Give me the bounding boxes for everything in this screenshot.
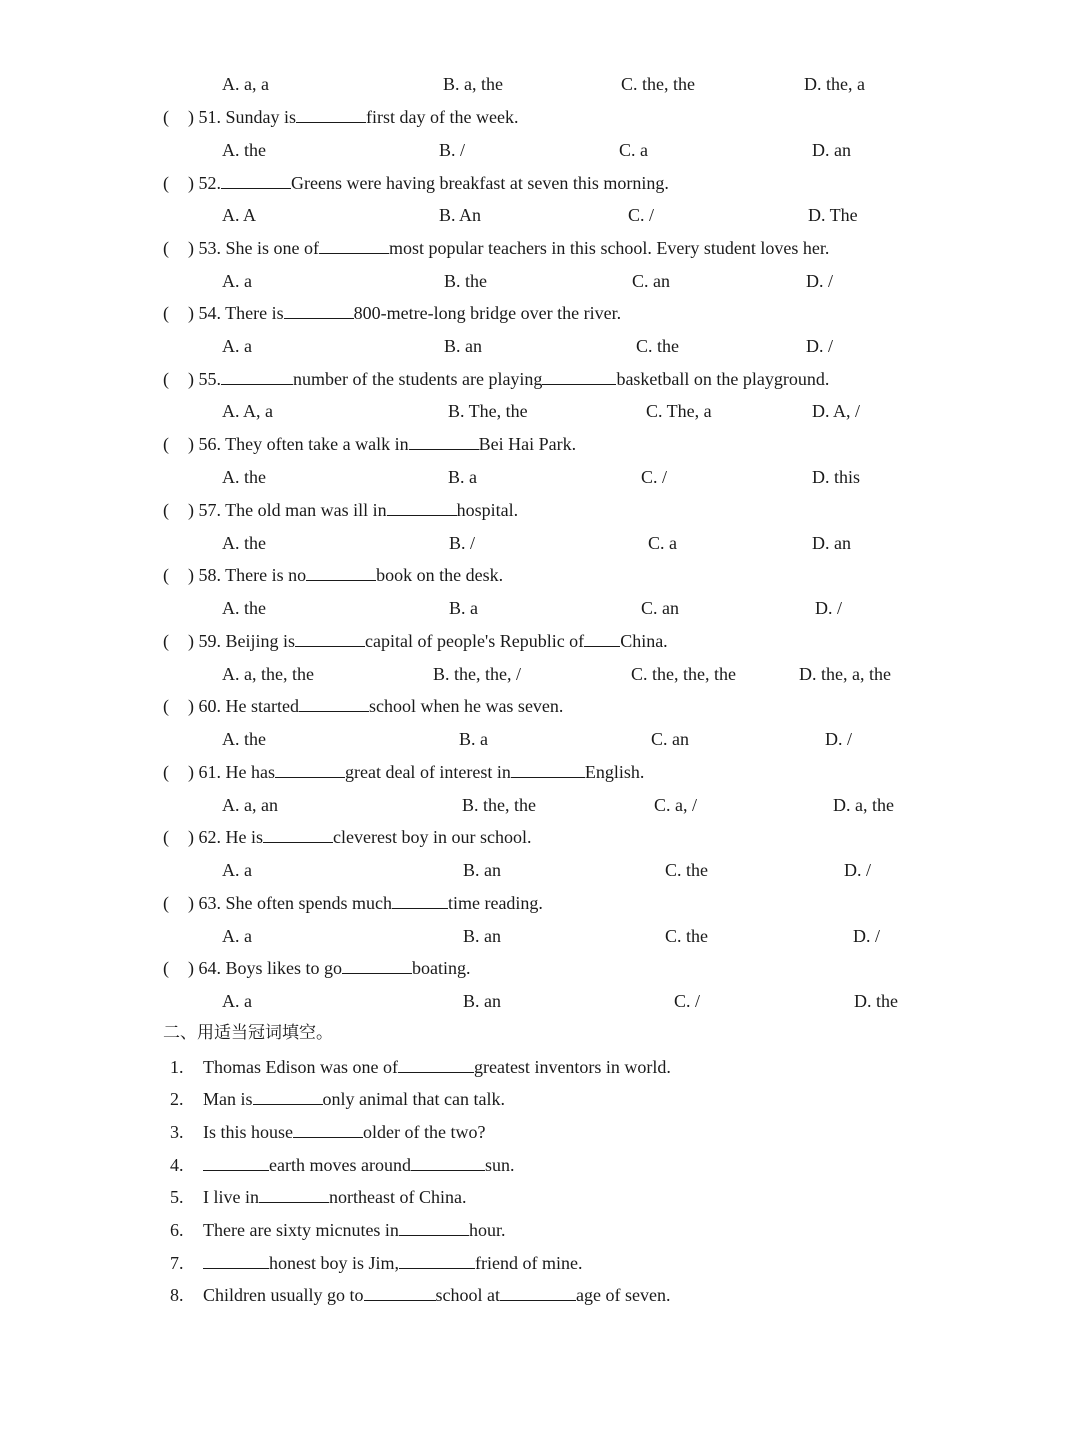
option-c: C. / — [628, 205, 655, 225]
question-text: ) 53. She is one of most popular teachers in this school. Every student loves her. — [188, 235, 829, 261]
answer-blank — [203, 1152, 269, 1171]
answer-blank — [398, 1054, 474, 1073]
option-d: D. the, a — [804, 74, 865, 94]
question-text: ) 64. Boys likes to go boating. — [188, 955, 471, 981]
option-b: B. The, the — [448, 401, 528, 421]
option-c: C. the — [636, 336, 679, 356]
option-a: A. a — [222, 991, 252, 1011]
answer-paren: ( — [163, 893, 169, 913]
option-d: D. The — [808, 205, 858, 225]
answer-blank — [392, 890, 448, 909]
option-a: A. a — [222, 271, 252, 291]
option-d: D. this — [812, 467, 861, 487]
option-a: A. the — [222, 729, 266, 749]
answer-blank — [221, 170, 291, 189]
answer-paren: ( — [163, 631, 169, 651]
answer-paren: ( — [163, 434, 169, 454]
answer-blank — [306, 562, 376, 581]
item-number: 8. — [170, 1285, 184, 1305]
option-d: D. an — [812, 140, 851, 160]
option-c: C. the — [665, 860, 708, 880]
option-d: D. / — [853, 926, 880, 946]
answer-blank — [295, 628, 365, 647]
option-d: D. the — [854, 991, 898, 1011]
option-a: A. the — [222, 598, 266, 618]
option-b: B. a — [448, 467, 477, 487]
option-b: B. the, the — [462, 795, 536, 815]
option-a: A. a, an — [222, 795, 278, 815]
option-b: B. the, the, / — [433, 664, 521, 684]
item-number: 1. — [170, 1057, 184, 1077]
question-text: ) 54. There is 800-metre-long bridge over the river. — [188, 300, 621, 326]
option-c: C. a — [648, 533, 677, 553]
option-a: A. a — [222, 926, 252, 946]
option-a: A. A, a — [222, 401, 273, 421]
item-text: earth moves around sun. — [203, 1152, 514, 1178]
option-b: B. An — [439, 205, 482, 225]
option-d: D. / — [815, 598, 842, 618]
option-b: B. an — [463, 926, 501, 946]
question-text: ) 61. He has great deal of interest in English. — [188, 759, 644, 785]
option-b: B. the — [444, 271, 487, 291]
option-c: C. an — [651, 729, 689, 749]
option-c: C. / — [674, 991, 701, 1011]
answer-paren: ( — [163, 762, 169, 782]
option-a: A. the — [222, 140, 266, 160]
answer-blank — [299, 693, 369, 712]
item-text: There are sixty micnutes in hour. — [203, 1217, 505, 1243]
answer-blank — [253, 1086, 323, 1105]
option-a: A. the — [222, 533, 266, 553]
question-text: ) 55. number of the students are playing basketball on the playground. — [188, 366, 829, 392]
option-b: B. a — [449, 598, 478, 618]
option-c: C. / — [641, 467, 668, 487]
option-a: A. A — [222, 205, 257, 225]
answer-blank — [284, 300, 354, 319]
option-d: D. an — [812, 533, 851, 553]
answer-paren: ( — [163, 696, 169, 716]
question-text: ) 59. Beijing is capital of people's Republic of China. — [188, 628, 668, 654]
item-number: 3. — [170, 1122, 184, 1142]
answer-blank — [542, 366, 616, 385]
answer-paren: ( — [163, 369, 169, 389]
option-c: C. the — [665, 926, 708, 946]
option-d: D. A, / — [812, 401, 861, 421]
item-text: I live in northeast of China. — [203, 1184, 466, 1210]
answer-paren: ( — [163, 827, 169, 847]
option-c: C. the, the — [621, 74, 695, 94]
answer-blank — [364, 1282, 436, 1301]
option-d: D. a, the — [833, 795, 894, 815]
answer-paren: ( — [163, 500, 169, 520]
option-b: B. / — [449, 533, 476, 553]
section-heading: 二、用适当冠词填空。 — [163, 1023, 333, 1043]
question-text: ) 56. They often take a walk in Bei Hai Park. — [188, 431, 576, 457]
answer-paren: ( — [163, 958, 169, 978]
answer-blank — [296, 104, 366, 123]
answer-blank — [203, 1250, 269, 1269]
answer-blank — [387, 497, 457, 516]
option-c: C. the, the, the — [631, 664, 736, 684]
item-number: 2. — [170, 1089, 184, 1109]
answer-blank — [293, 1119, 363, 1138]
answer-blank — [411, 1152, 485, 1171]
option-c: C. a — [619, 140, 648, 160]
option-c: C. The, a — [646, 401, 712, 421]
question-text: ) 63. She often spends much time reading. — [188, 890, 543, 916]
question-text: ) 58. There is no book on the desk. — [188, 562, 503, 588]
option-d: D. / — [825, 729, 852, 749]
option-b: B. an — [444, 336, 482, 356]
option-a: A. the — [222, 467, 266, 487]
item-number: 7. — [170, 1253, 184, 1273]
item-text: Man is only animal that can talk. — [203, 1086, 505, 1112]
item-number: 5. — [170, 1187, 184, 1207]
answer-blank — [584, 628, 620, 647]
question-text: ) 57. The old man was ill in hospital. — [188, 497, 518, 523]
answer-paren: ( — [163, 173, 169, 193]
answer-blank — [221, 366, 293, 385]
option-a: A. a, a — [222, 74, 269, 94]
option-d: D. / — [844, 860, 871, 880]
answer-blank — [319, 235, 389, 254]
item-text: Children usually go to school at age of seven. — [203, 1282, 670, 1308]
answer-blank — [500, 1282, 576, 1301]
item-text: Thomas Edison was one of greatest inventors in world. — [203, 1054, 671, 1080]
answer-paren: ( — [163, 565, 169, 585]
answer-blank — [399, 1217, 469, 1236]
option-b: B. an — [463, 991, 501, 1011]
item-number: 4. — [170, 1155, 184, 1175]
answer-blank — [259, 1184, 329, 1203]
option-d: D. / — [806, 271, 833, 291]
answer-blank — [275, 759, 345, 778]
option-a: A. a — [222, 860, 252, 880]
item-text: Is this house older of the two? — [203, 1119, 485, 1145]
question-text: ) 62. He is cleverest boy in our school. — [188, 824, 531, 850]
option-c: C. an — [641, 598, 679, 618]
option-b: B. / — [439, 140, 466, 160]
option-b: B. a, the — [443, 74, 503, 94]
question-text: ) 60. He started school when he was seven. — [188, 693, 563, 719]
question-text: ) 51. Sunday is first day of the week. — [188, 104, 518, 130]
item-number: 6. — [170, 1220, 184, 1240]
option-c: C. a, / — [654, 795, 697, 815]
option-b: B. an — [463, 860, 501, 880]
option-d: D. the, a, the — [799, 664, 891, 684]
answer-paren: ( — [163, 107, 169, 127]
question-text: ) 52. Greens were having breakfast at seven this morning. — [188, 170, 669, 196]
option-c: C. an — [632, 271, 670, 291]
answer-blank — [342, 955, 412, 974]
answer-blank — [511, 759, 585, 778]
answer-blank — [263, 824, 333, 843]
answer-blank — [399, 1250, 475, 1269]
answer-paren: ( — [163, 238, 169, 258]
answer-blank — [409, 431, 479, 450]
option-a: A. a — [222, 336, 252, 356]
option-b: B. a — [459, 729, 488, 749]
item-text: honest boy is Jim, friend of mine. — [203, 1250, 582, 1276]
answer-paren: ( — [163, 303, 169, 323]
option-a: A. a, the, the — [222, 664, 314, 684]
option-d: D. / — [806, 336, 833, 356]
